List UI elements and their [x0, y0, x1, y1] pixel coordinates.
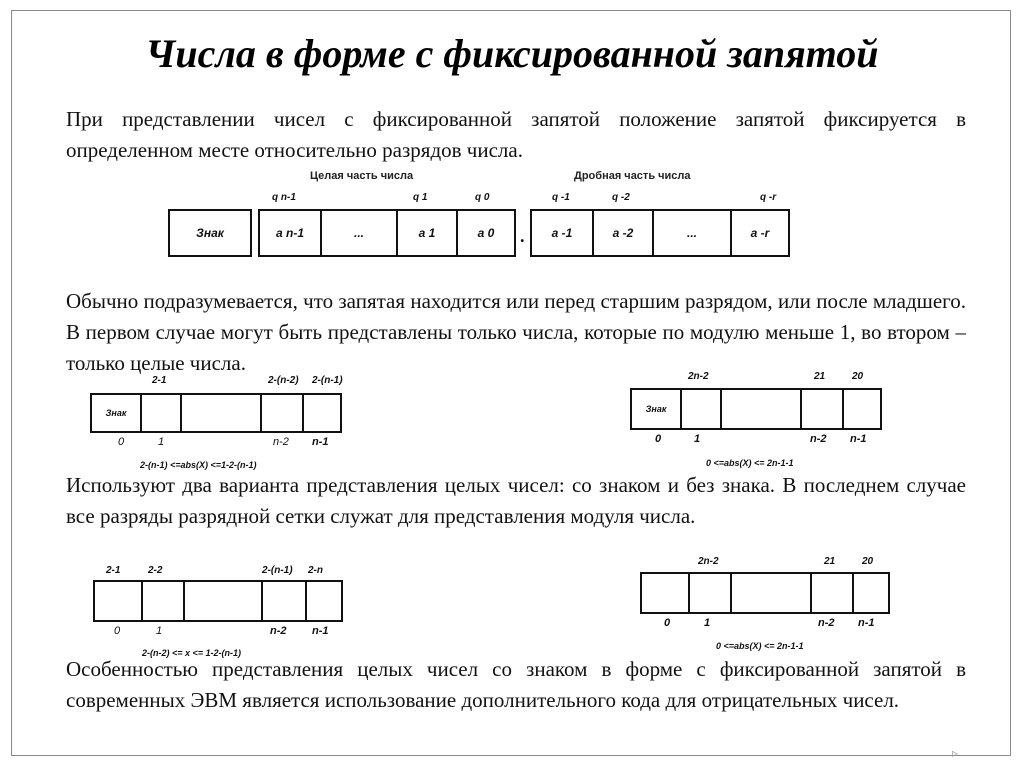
- cell: [730, 574, 810, 612]
- power-label: 20: [862, 556, 874, 567]
- power-label: 2n-2: [688, 371, 709, 382]
- cell: ...: [652, 211, 730, 255]
- power-label: 2-(n-1): [262, 565, 293, 576]
- cell: a 0: [456, 211, 514, 255]
- cell: [688, 574, 730, 612]
- slide-corner-icon: ▹: [952, 746, 959, 760]
- cell-row: [640, 572, 890, 614]
- cell: [141, 582, 183, 620]
- power-label: 2-(n-2): [268, 375, 299, 386]
- index-label: n-1: [312, 625, 329, 637]
- cell: [720, 390, 800, 428]
- index-label: n-2: [818, 617, 835, 629]
- cell: [302, 395, 340, 431]
- power-label: 2-(n-1): [312, 375, 343, 386]
- cell-row: [630, 388, 882, 430]
- paragraph-3: Используют два варианта представления целых чисел: со знаком и без знака. В последнем случае все разряды разрядной сетки служат для представления модуля числа.: [66, 473, 966, 528]
- integer-cells: [258, 209, 516, 257]
- index-label: 1: [704, 617, 711, 629]
- index-label: n-2: [270, 625, 287, 637]
- cell-row: [93, 580, 343, 622]
- cell-row: [90, 393, 342, 433]
- range-caption: 2-(n-1) <=abs(X) <=1-2-(n-1): [140, 460, 257, 470]
- cell: [642, 574, 688, 612]
- power-label: q 0: [475, 192, 490, 203]
- cell: [260, 395, 302, 431]
- index-label: n-1: [858, 617, 875, 629]
- power-label: 21: [814, 371, 826, 382]
- index-label: 0: [118, 436, 125, 448]
- power-label: 2-2: [148, 565, 163, 576]
- power-label: 2n-2: [698, 556, 719, 567]
- cell: [140, 395, 180, 431]
- point-symbol: .: [520, 226, 525, 246]
- slide-title: Числа в форме с фиксированной запятой: [145, 31, 879, 76]
- index-label: 1: [158, 436, 165, 448]
- index-label: n-2: [810, 433, 827, 445]
- index-label: n-2: [273, 436, 289, 448]
- cell: [183, 582, 261, 620]
- cell: [680, 390, 720, 428]
- cell: a -2: [592, 211, 652, 255]
- cell: [95, 582, 141, 620]
- sign-cell: Знак: [196, 226, 224, 240]
- sign-cell-box: [168, 209, 252, 257]
- power-label: 2-n: [308, 565, 323, 576]
- index-label: 1: [694, 433, 701, 445]
- power-label: 2-1: [106, 565, 121, 576]
- index-label: 0: [114, 625, 121, 637]
- power-label: 20: [852, 371, 864, 382]
- power-label: 2-1: [152, 375, 167, 386]
- index-label: 0: [655, 433, 662, 445]
- power-label: q 1: [413, 192, 428, 203]
- index-label: 0: [664, 617, 671, 629]
- paragraph-2: Обычно подразумевается, что запятая находится или перед старшим разрядом, или после младшего. В первом случае могут быть представлены только числа, которые по модулю меньше 1, во втором – только целые числа.: [66, 289, 966, 375]
- range-caption: 2-(n-2) <= x <= 1-2-(n-1): [142, 648, 242, 658]
- cell: [261, 582, 305, 620]
- cell: a -r: [730, 211, 788, 255]
- sign-cell: Знак: [645, 404, 667, 414]
- sign-cell: Знак: [105, 408, 127, 418]
- range-caption: 0 <=abs(X) <= 2n-1-1: [706, 458, 794, 468]
- cell: [305, 582, 341, 620]
- paragraph-4: Особенностью представления целых чисел со знаком в форме с фиксированной запятой в современных ЭВМ является использование дополнительного кода для отрицательных чисел.: [66, 657, 966, 712]
- power-label: q -r: [760, 192, 777, 203]
- index-label: 1: [156, 625, 163, 637]
- range-caption: 0 <=abs(X) <= 2n-1-1: [716, 641, 804, 651]
- power-label: 21: [824, 556, 836, 567]
- cell: [800, 390, 842, 428]
- index-label: n-1: [312, 436, 329, 448]
- cell: ...: [320, 211, 396, 255]
- power-label: q -2: [612, 192, 630, 203]
- cell: a 1: [396, 211, 456, 255]
- cell: [810, 574, 852, 612]
- cell: [852, 574, 888, 612]
- fraction-part-header: Дробная часть числа: [574, 170, 691, 182]
- paragraph-1: При представлении чисел с фиксированной запятой положение запятой фиксируется в определенном месте относительно разрядов числа.: [66, 107, 966, 162]
- power-label: q n-1: [272, 192, 296, 203]
- cell: [842, 390, 880, 428]
- cell: a n-1: [275, 226, 304, 240]
- integer-part-header: Целая часть числа: [310, 170, 414, 182]
- cell: [180, 395, 260, 431]
- fraction-cells: [530, 209, 790, 257]
- cell: a -1: [551, 226, 573, 240]
- index-label: n-1: [850, 433, 867, 445]
- power-label: q -1: [552, 192, 570, 203]
